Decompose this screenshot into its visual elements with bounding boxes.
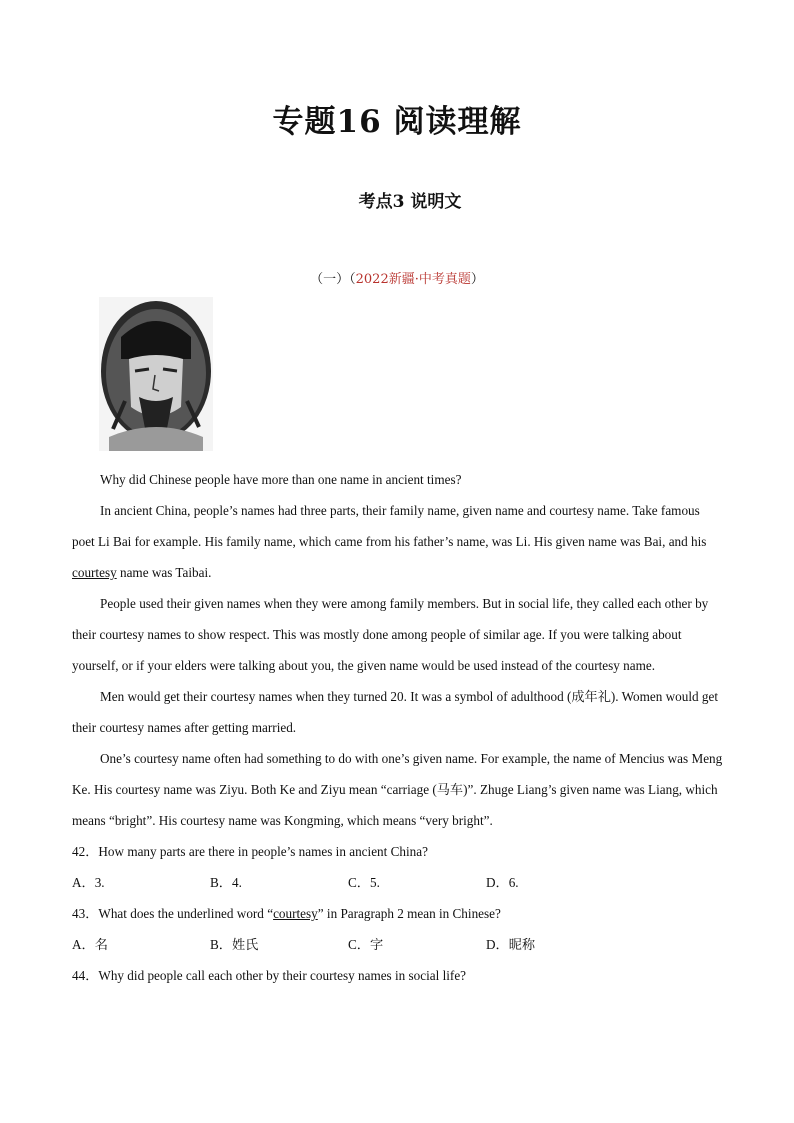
underlined-word-courtesy: courtesy: [72, 565, 117, 580]
question-42-options: [72, 867, 724, 898]
q43-option-c: C．字: [348, 937, 384, 952]
question-source: [0, 268, 794, 287]
passage-paragraph-5: One’s courtesy name often had something to do with one’s given name. For example, the name of Mencius was Meng Ke. His courtesy name was Ziyu. Both Ke and Ziyu mean “carriage (马车)”. Zhuge Liang’s given name was Liang, which means “bright”. His courtesy name was Kongming, which means “very bright”.: [72, 751, 723, 828]
q43-text-after: ” in Paragraph 2 mean in Chinese?: [317, 906, 501, 921]
source-prefix: （一）（: [310, 272, 356, 287]
page-title: 专题16 阅读理解: [272, 104, 522, 140]
q43-underlined-word: courtesy: [273, 906, 318, 921]
question-43-options: [72, 929, 724, 960]
q42-option-c: C．5.: [348, 875, 380, 890]
question-43: [72, 898, 724, 929]
q42-option-d: D．6.: [486, 875, 519, 890]
q42-option-a: A．3.: [72, 875, 105, 890]
source-suffix: ）: [470, 272, 484, 287]
p2-text-after: name was Taibai.: [116, 565, 212, 580]
q42-option-b: B．4.: [210, 875, 242, 890]
question-42: 42．How many parts are there in people’s names in ancient China?: [72, 844, 428, 859]
reading-content: [72, 464, 724, 991]
passage-paragraph-3: People used their given names when they were among family members. But in social life, they called each other by their courtesy names to show respect. This was mostly done among people of similar age. If you were talking about yourself, or if your elders were talking about you, the given name would be used instead of the courtesy name.: [72, 596, 709, 673]
source-highlight: 2022新疆·中考真题: [355, 272, 471, 287]
question-44: 44．Why did people call each other by their courtesy names in social life?: [72, 968, 467, 983]
q43-option-d: D．昵称: [486, 937, 536, 952]
section-subtitle: 考点3 说明文: [358, 192, 462, 212]
q43-text-before: 43．What does the underlined word “: [72, 906, 274, 921]
q43-option-b: B．姓氏: [210, 937, 259, 952]
li-bai-portrait-image: [99, 297, 213, 451]
p2-text-before: In ancient China, people’s names had three parts, their family name, given name and courtesy name. Take famous poet Li Bai for example. His family name, which came from his father’s name, was Li. His given name was Bai, and his: [72, 503, 707, 549]
passage-paragraph-1: Why did Chinese people have more than one name in ancient times?: [100, 472, 462, 487]
q43-option-a: A．名: [72, 937, 108, 952]
passage-paragraph-2: [72, 495, 724, 588]
passage-paragraph-4: Men would get their courtesy names when they turned 20. It was a symbol of adulthood (成年礼). Women would get their courtesy names after getting married.: [72, 689, 719, 735]
